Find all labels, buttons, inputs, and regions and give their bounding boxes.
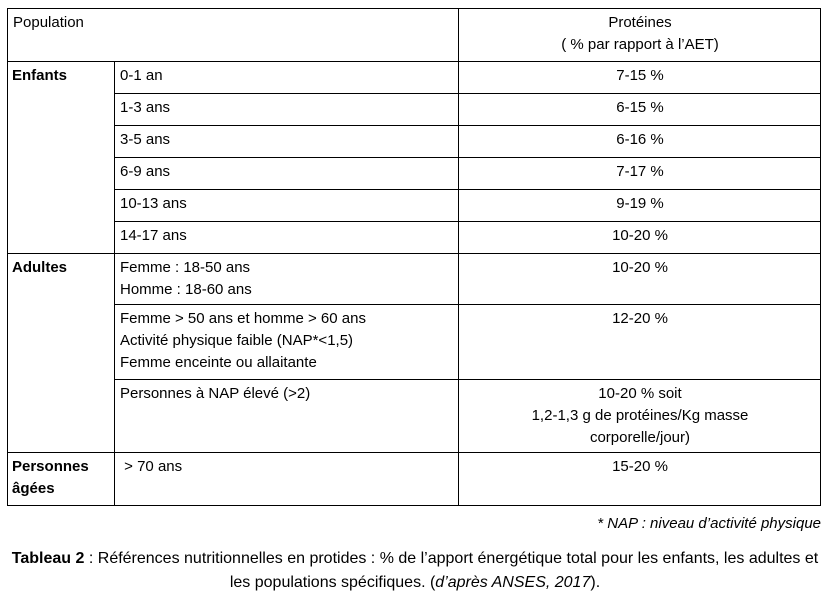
- value-cell: 10-20 %: [459, 254, 821, 305]
- table-caption: [0, 547, 830, 595]
- value-line: 10-20 % soit: [598, 385, 682, 402]
- age-line: Femme : 18-50 ans: [120, 259, 251, 276]
- value-cell: [459, 380, 821, 453]
- value-cell: 6-16 %: [459, 126, 821, 158]
- group-label-line: Personnes: [12, 458, 89, 475]
- table-row: [8, 94, 821, 126]
- value-cell: 15-20 %: [459, 453, 821, 506]
- age-line: Activité physique faible (NAP*<1,5): [120, 332, 354, 349]
- age-cell: 6-9 ans: [115, 158, 459, 190]
- group-label-line: âgées: [12, 480, 55, 497]
- value-cell: 7-17 %: [459, 158, 821, 190]
- age-cell: [115, 254, 459, 305]
- value-line: 1,2-1,3 g de protéines/Kg masse: [531, 407, 749, 424]
- table-row: [8, 453, 821, 506]
- age-line: Homme : 18-60 ans: [120, 281, 252, 298]
- value-cell: 9-19 %: [459, 190, 821, 222]
- caption-source: d’après ANSES, 2017: [435, 574, 591, 591]
- header-proteins-unit: ( % par rapport à l’AET): [561, 36, 719, 53]
- age-cell: 1-3 ans: [115, 94, 459, 126]
- table-row: [8, 380, 821, 453]
- age-line: Femme enceinte ou allaitante: [120, 354, 317, 371]
- value-cell: 6-15 %: [459, 94, 821, 126]
- table-row: [8, 190, 821, 222]
- age-cell: 14-17 ans: [115, 222, 459, 254]
- table-row: [8, 254, 821, 305]
- header-proteins-title: Protéines: [608, 14, 672, 31]
- group-label-seniors: [8, 453, 115, 506]
- table-row: [8, 305, 821, 380]
- protein-reference-table: [7, 8, 821, 506]
- caption-text: : Références nutritionnelles en protides : % de l’apport énergétique total pour les enfants, les adultes et les populations spécifiques. (: [84, 550, 819, 591]
- value-line: corporelle/jour): [589, 429, 691, 446]
- value-cell: 7-15 %: [459, 62, 821, 94]
- group-label-children: Enfants: [8, 62, 115, 254]
- age-cell: 0-1 an: [115, 62, 459, 94]
- table-row: [8, 126, 821, 158]
- age-line: Personnes à NAP élevé (>2): [120, 385, 311, 402]
- group-label-adults: Adultes: [8, 254, 115, 453]
- header-population: Population: [8, 9, 459, 62]
- age-cell: [115, 380, 459, 453]
- age-cell: 10-13 ans: [115, 190, 459, 222]
- value-cell: 12-20 %: [459, 305, 821, 380]
- table-header-row: [8, 9, 821, 62]
- table-row: [8, 158, 821, 190]
- age-cell: 3-5 ans: [115, 126, 459, 158]
- caption-label: Tableau 2: [11, 550, 85, 567]
- age-line: Femme > 50 ans et homme > 60 ans: [120, 310, 366, 327]
- footnote: * NAP : niveau d’activité physique: [597, 515, 821, 532]
- table-row: [8, 62, 821, 94]
- age-cell: > 70 ans: [115, 453, 459, 506]
- caption-end: ).: [590, 574, 601, 591]
- header-proteins: [459, 9, 821, 62]
- table-row: [8, 222, 821, 254]
- value-cell: 10-20 %: [459, 222, 821, 254]
- age-cell: [115, 305, 459, 380]
